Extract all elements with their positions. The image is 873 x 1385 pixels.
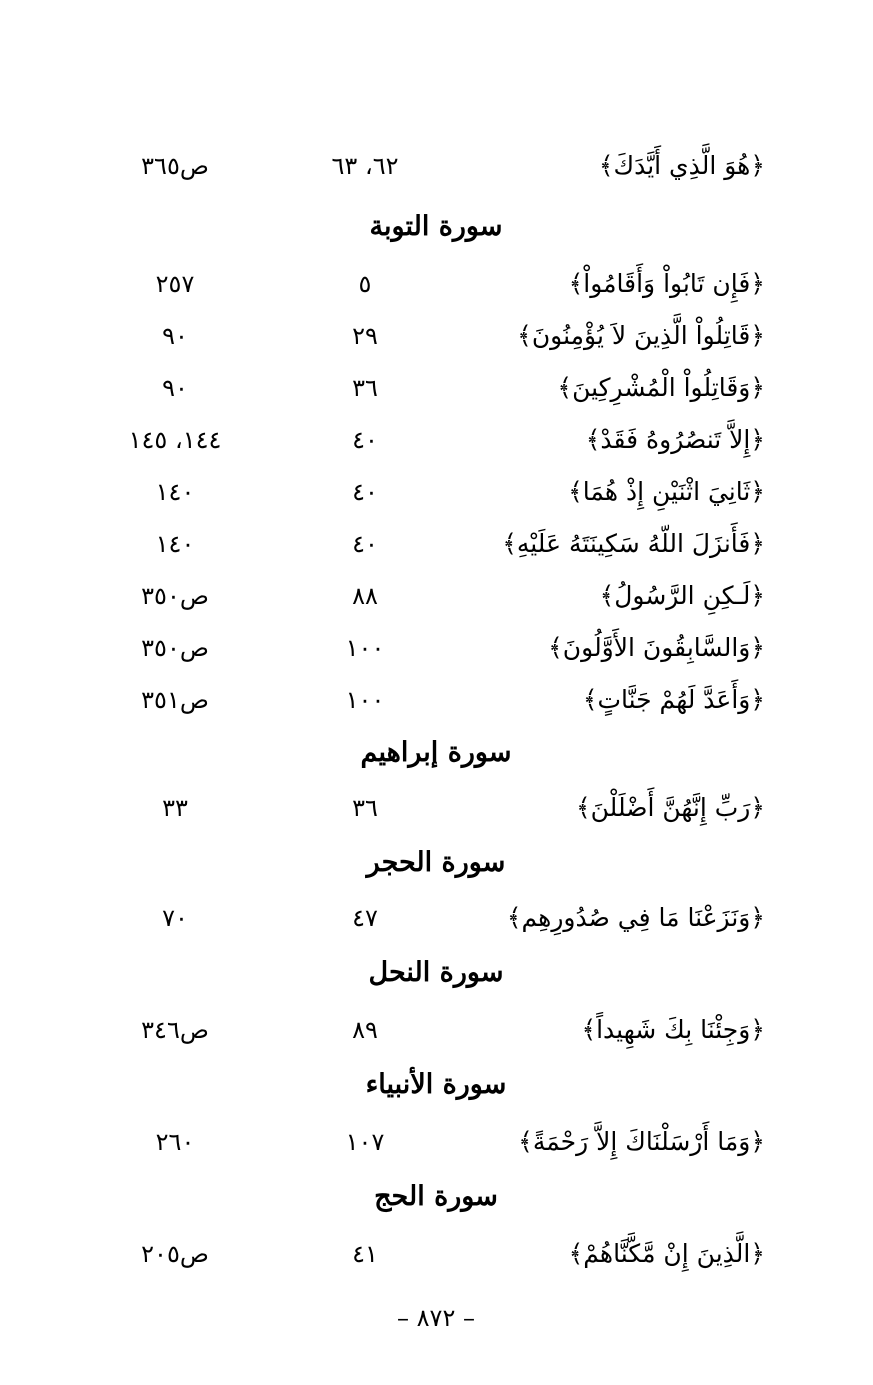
verse-text: ﴿وَنَزَعْنَا مَا فِي صُدُورِهِم﴾ bbox=[506, 903, 765, 932]
verse-text: ﴿ثَانِيَ اثْنَيْنِ إِذْ هُمَا﴾ bbox=[568, 477, 765, 506]
ayah-number: ٤٠ bbox=[352, 478, 378, 506]
surah-heading: سورة التوبة bbox=[369, 211, 503, 242]
verse-text: ﴿رَبِّ إِنَّهُنَّ أَضْلَلْنَ﴾ bbox=[575, 793, 765, 822]
verse-row bbox=[0, 414, 873, 466]
ayah-number: ٣٦ bbox=[352, 794, 378, 822]
ayah-number: ٢٩ bbox=[352, 322, 378, 350]
verse-text: ﴿فَأَنزَلَ اللّهُ سَكِينَتَهُ عَلَيْهِ﴾ bbox=[502, 529, 765, 558]
page-reference: ص٣٥٠ bbox=[141, 582, 209, 610]
page-reference: ٢٥٧ bbox=[155, 270, 195, 298]
verse-row bbox=[0, 466, 873, 518]
verse-text: ﴿وَأَعَدَّ لَهُمْ جَنَّاتٍ﴾ bbox=[582, 685, 765, 714]
ayah-number: ٤٠ bbox=[352, 530, 378, 558]
verse-row bbox=[0, 782, 873, 834]
page-reference: ص٣٥١ bbox=[141, 686, 209, 714]
page-number: – ٨٧٢ – bbox=[397, 1304, 475, 1332]
page-reference: ١٤٠ bbox=[155, 530, 195, 558]
page-reference: ٩٠ bbox=[162, 322, 188, 350]
surah-heading: سورة الأنبياء bbox=[365, 1069, 507, 1100]
verse-text: ﴿وَالسَّابِقُونَ الأَوَّلُونَ﴾ bbox=[548, 633, 765, 662]
ayah-number: ٣٦ bbox=[352, 374, 378, 402]
ayah-number: ٤٧ bbox=[352, 904, 378, 932]
surah-heading: سورة إبراهيم bbox=[360, 737, 512, 768]
verse-text: ﴿لَـكِنِ الرَّسُولُ﴾ bbox=[599, 581, 765, 610]
page-reference: ١٤٠ bbox=[155, 478, 195, 506]
page-reference: ص٢٠٥ bbox=[141, 1240, 209, 1268]
surah-heading: سورة النحل bbox=[368, 957, 504, 988]
verse-text: ﴿إِلاَّ تَنصُرُوهُ فَقَدْ﴾ bbox=[585, 425, 765, 454]
verse-row bbox=[0, 570, 873, 622]
verse-text: ﴿فَإِن تَابُواْ وَأَقَامُواْ﴾ bbox=[568, 269, 765, 298]
ayah-number: ٥ bbox=[358, 270, 372, 298]
page-reference: ٩٠ bbox=[162, 374, 188, 402]
verse-row bbox=[0, 310, 873, 362]
page-reference: ٧٠ bbox=[162, 904, 188, 932]
ayah-number: ٤١ bbox=[352, 1240, 378, 1268]
verse-row bbox=[0, 622, 873, 674]
ayah-number: ٦٢، ٦٣ bbox=[331, 152, 399, 180]
verse-row bbox=[0, 258, 873, 310]
verse-text: ﴿وَمَا أَرْسَلْنَاكَ إِلاَّ رَحْمَةً﴾ bbox=[518, 1127, 765, 1156]
verse-row bbox=[0, 1004, 873, 1056]
verse-row bbox=[0, 1228, 873, 1280]
ayah-number: ٨٩ bbox=[352, 1016, 378, 1044]
verse-text: ﴿الَّذِينَ إِنْ مَّكَّنَّاهُمْ﴾ bbox=[568, 1239, 765, 1268]
verse-text: ﴿وَقَاتِلُواْ الْمُشْرِكِينَ﴾ bbox=[557, 373, 765, 402]
verse-row bbox=[0, 1116, 873, 1168]
surah-heading: سورة الحجر bbox=[366, 847, 506, 878]
verse-row bbox=[0, 140, 873, 192]
verse-row bbox=[0, 892, 873, 944]
page-reference: ص٣٤٦ bbox=[141, 1016, 209, 1044]
ayah-number: ١٠٠ bbox=[345, 634, 385, 662]
verse-row bbox=[0, 362, 873, 414]
ayah-number: ١٠٧ bbox=[345, 1128, 385, 1156]
ayah-number: ٤٠ bbox=[352, 426, 378, 454]
page-reference: ٢٦٠ bbox=[155, 1128, 195, 1156]
page-reference: ٣٣ bbox=[162, 794, 188, 822]
verse-text: ﴿وَجِئْنَا بِكَ شَهِيداً﴾ bbox=[581, 1015, 765, 1044]
verse-row bbox=[0, 518, 873, 570]
verse-text: ﴿قَاتِلُواْ الَّذِينَ لاَ يُؤْمِنُونَ﴾ bbox=[517, 321, 765, 350]
ayah-number: ٨٨ bbox=[352, 582, 378, 610]
ayah-number: ١٠٠ bbox=[345, 686, 385, 714]
verse-text: ﴿هُوَ الَّذِي أَيَّدَكَ﴾ bbox=[598, 151, 765, 180]
verse-row bbox=[0, 674, 873, 726]
surah-heading: سورة الحج bbox=[374, 1181, 498, 1212]
page-reference: ص٣٦٥ bbox=[141, 152, 209, 180]
page-reference: ص٣٥٠ bbox=[141, 634, 209, 662]
page-reference: ١٤٤، ١٤٥ bbox=[128, 426, 222, 454]
